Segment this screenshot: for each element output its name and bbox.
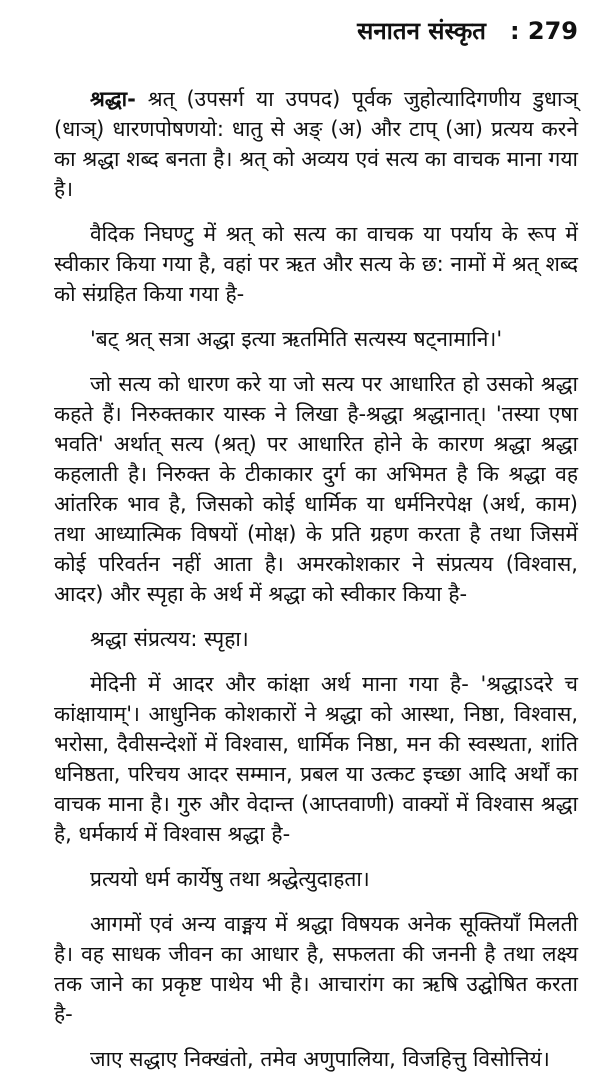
quote-nighantu: 'बट् श्रत् सत्रा अद्धा इत्या ऋतमिति सत्यस्य षट्नामानि।' xyxy=(90,327,503,351)
book-title: सनातन संस्कृत xyxy=(357,17,486,45)
quote-dharma-karya: प्रत्ययो धर्म कार्येषु तथा श्रद्धेत्युदाहता। xyxy=(90,867,370,891)
paragraph-agama: आगमों एवं अन्य वाङ्मय में श्रद्धा विषयक अनेक सूक्तियाँ मिलती है। वह साधक जीवन का आधार है, सफलता की जननी है तथा लक्ष्य तक जाने का प्रकृष्ट पाथेय भी है। आचारांग का ऋषि उद्घोषित करता है- xyxy=(54,912,578,1026)
paragraph-medini: मेदिनी में आदर और कांक्षा अर्थ माना गया है- 'श्रद्धाऽदरे च कांक्षायाम्'। आधुनिक कोशकारों ने श्रद्धा को आस्था, निष्ठा, विश्वास, भरोसा, दैवीसन्देशों में विश्वास, धार्मिक निष्ठा, मन की स्वस्थता, शांति धनिष्ठता, परिचय आदर सम्मान, प्रबल या उत्कट इच्छा आदि अर्थों का वाचक माना है। गुरु और वेदान्त (आप्तवाणी) वाक्यों में विश्वास श्रद्धा है, धर्मकार्य में विश्वास श्रद्धा है- xyxy=(54,672,578,846)
definition-text: श्रत् (उपसर्ग या उपपद) पूर्वक जुहोत्यादिगणीय डुधाञ् (धाञ्) धारणपोषणयो: धातु से अङ् (अ) और टाप् (आ) प्रत्यय करने का श्रद्धा शब्द बनता है। श्रत् को अव्यय एवं सत्य का वाचक माना गया है। xyxy=(54,87,578,201)
paragraph-shraddha-definition xyxy=(54,84,578,204)
page-number: : 279 xyxy=(509,17,578,45)
paragraph-nighantu: वैदिक निघण्टु में श्रत् को सत्य का वाचक या पर्याय के रूप में स्वीकार किया गया है, वहां पर ऋत और सत्य के छ: नामों में श्रत् शब्द को संग्रहित किया गया है- xyxy=(54,222,578,306)
body-text xyxy=(54,84,578,1089)
quote-amarkosh: श्रद्धा संप्रत्यय: स्पृहा। xyxy=(90,627,249,651)
paragraph-nirukta: जो सत्य को धारण करे या जो सत्य पर आधारित हो उसको श्रद्धा कहते हैं। निरुक्तकार यास्क ने लिखा है-श्रद्धा श्रद्धानात्। 'तस्या एषा भवति' अर्थात् सत्य (श्रत्) पर आधारित होने के कारण श्रद्धा श्रद्धा कहलाती है। निरुक्त के टीकाकार दुर्ग का अभिमत है कि श्रद्धा वह आंतरिक भाव है, जिसको कोई धार्मिक या धर्मनिरपेक्ष (अर्थ, काम) तथा आध्यात्मिक विषयों (मोक्ष) के प्रति ग्रहण करता है तथा जिसमें कोई परिवर्तन नहीं आता है। अमरकोशकार ने संप्रत्यय (विश्वास, आदर) और स्पृहा के अर्थ में श्रद्धा को स्वीकार किया है- xyxy=(54,372,578,606)
quote-acharanga: जाए सद्धाए निक्खंतो, तमेव अणुपालिया, विजहित्तु विसोत्तियं। xyxy=(90,1047,550,1071)
defined-term: श्रद्धा- xyxy=(90,87,136,111)
running-header xyxy=(357,14,578,48)
